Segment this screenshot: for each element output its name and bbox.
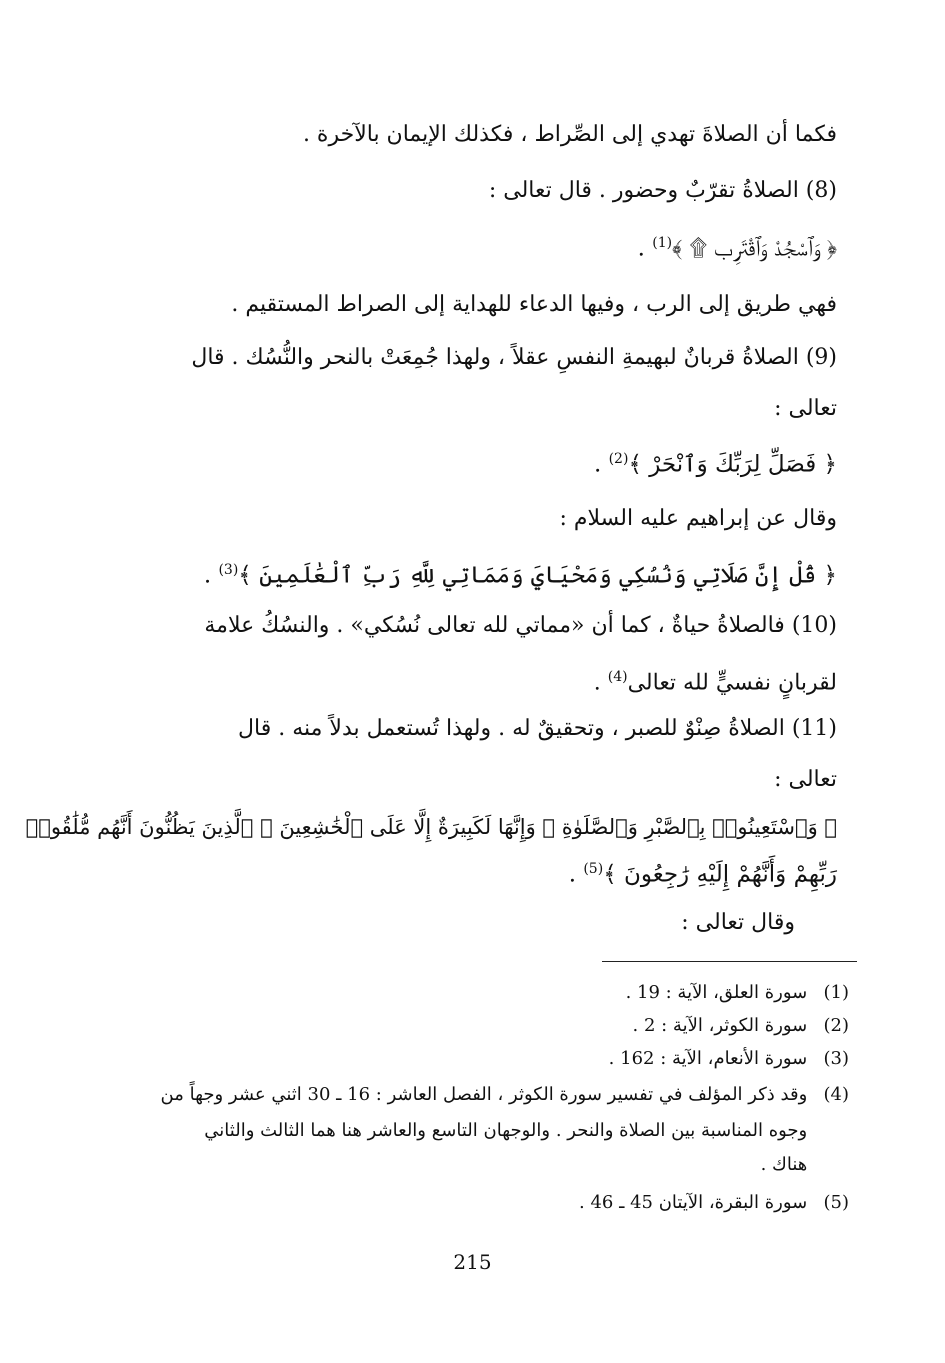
footnote-text: وجوه المناسبة بين الصلاة والنحر . والوجهان التاسع والعاشر هنا هما الثالث والثاني — [204, 1120, 808, 1141]
verse-text: ﴿ فَصَلِّ لِرَبِّكَ وَٱنْحَرْ ﴾ — [628, 451, 837, 478]
footnote-divider — [602, 961, 857, 962]
footnote-text: سورة العلق، الآية : 19 . — [625, 982, 808, 1003]
footnote-continuation — [120, 1116, 849, 1146]
quran-verse — [130, 852, 837, 892]
footnote — [120, 1188, 849, 1218]
footnote-ref: (2) — [608, 451, 629, 467]
text-line: وقال تعالى : — [681, 910, 795, 935]
punctuation: . — [203, 562, 219, 589]
footnote-number: (5) — [823, 1192, 849, 1213]
text-line: وقال عن إبراهيم عليه السلام : — [559, 506, 837, 531]
text-line: تعالى : — [774, 767, 837, 792]
footnote-continuation — [120, 1150, 849, 1180]
footnote-number: (1) — [823, 982, 849, 1003]
text-line: (11) الصلاةُ صِنْوٌ للصبر ، وتحقيقٌ له . ولهذا تُستعمل بدلاً منه . قال — [238, 716, 837, 741]
footnote-text: وقد ذكر المؤلف في تفسير سورة الكوثر ، الفصل العاشر : 16 ـ 30 اثني عشر وجهاً من — [160, 1084, 808, 1105]
footnote — [120, 1044, 849, 1074]
quran-verse — [130, 553, 837, 593]
text-line: تعالى : — [774, 396, 837, 421]
text-line — [130, 660, 837, 700]
footnote — [120, 978, 849, 1008]
footnote-number: (3) — [823, 1048, 849, 1069]
text-line: فهي طريق إلى الرب ، وفيها الدعاء للهداية إلى الصراط المستقيم . — [231, 292, 837, 317]
quran-verse: ﴿ وَٱسْتَعِينُوا۟ بِٱلصَّبْرِ وَٱلصَّلَوٰةِ ۚ وَإِنَّهَا لَكَبِيرَةٌ إِلَّا عَلَى ٱلْخَٰشِعِينَ ۞ ٱلَّذِينَ يَظُنُّونَ أَنَّهُم مُّلَٰقُوا۟ — [25, 815, 837, 839]
footnote — [120, 1011, 849, 1041]
footnote-text: هناك . — [760, 1154, 808, 1175]
verse-text: رَبِّهِمْ وَأَنَّهُمْ إِلَيْهِ رَٰجِعُونَ ﴾ — [603, 861, 837, 888]
footnote-ref: (3) — [218, 562, 239, 578]
punctuation: . — [637, 235, 653, 262]
quran-verse — [130, 442, 837, 482]
footnote-ref: (4) — [607, 669, 628, 685]
verse-text: ﴿ وَٱسْجُدْ وَٱقْتَرِب ۩ ﴾ — [672, 235, 837, 262]
footnote-text: سورة البقرة، الآيتان 45 ـ 46 . — [579, 1192, 808, 1213]
line-text: لقربانٍ نفسيٍّ لله تعالى — [627, 670, 837, 696]
footnote-number: (2) — [823, 1015, 849, 1036]
footnote — [120, 1080, 849, 1110]
text-line: (9) الصلاةُ قربانٌ لبهيمةِ النفسِ عقلاً ، ولهذا جُمِعَتْ بالنحر والنُّسُك . قال — [191, 345, 837, 370]
punctuation: . — [568, 861, 584, 888]
verse-text: ﴿ قُلْ إِنَّ صَلَاتِي وَنُسُكِي وَمَحْيَايَ وَمَمَاتِي لِلَّهِ رَبِّ ٱلْعَٰلَمِينَ ﴾ — [238, 562, 837, 589]
quran-verse — [130, 226, 837, 266]
punctuation: . — [593, 451, 609, 478]
text-line: (10) فالصلاةُ حياةٌ ، كما أن «مماتي لله تعالى نُسُكي» . والنسُكُ علامة — [204, 613, 837, 638]
text-line: فكما أن الصلاةَ تهدي إلى الصِّراط ، فكذلك الإيمان بالآخرة . — [302, 122, 837, 147]
footnote-text: سورة الكوثر، الآية : 2 . — [632, 1015, 808, 1036]
footnote-text: سورة الأنعام، الآية : 162 . — [608, 1048, 808, 1069]
footnote-number: (4) — [823, 1084, 849, 1105]
punctuation: . — [593, 670, 608, 696]
text-line: (8) الصلاةُ تقرّبٌ وحضور . قال تعالى : — [488, 178, 837, 203]
footnote-ref: (5) — [583, 861, 604, 877]
page-number: 215 — [453, 1250, 492, 1274]
footnote-ref: (1) — [652, 235, 673, 251]
